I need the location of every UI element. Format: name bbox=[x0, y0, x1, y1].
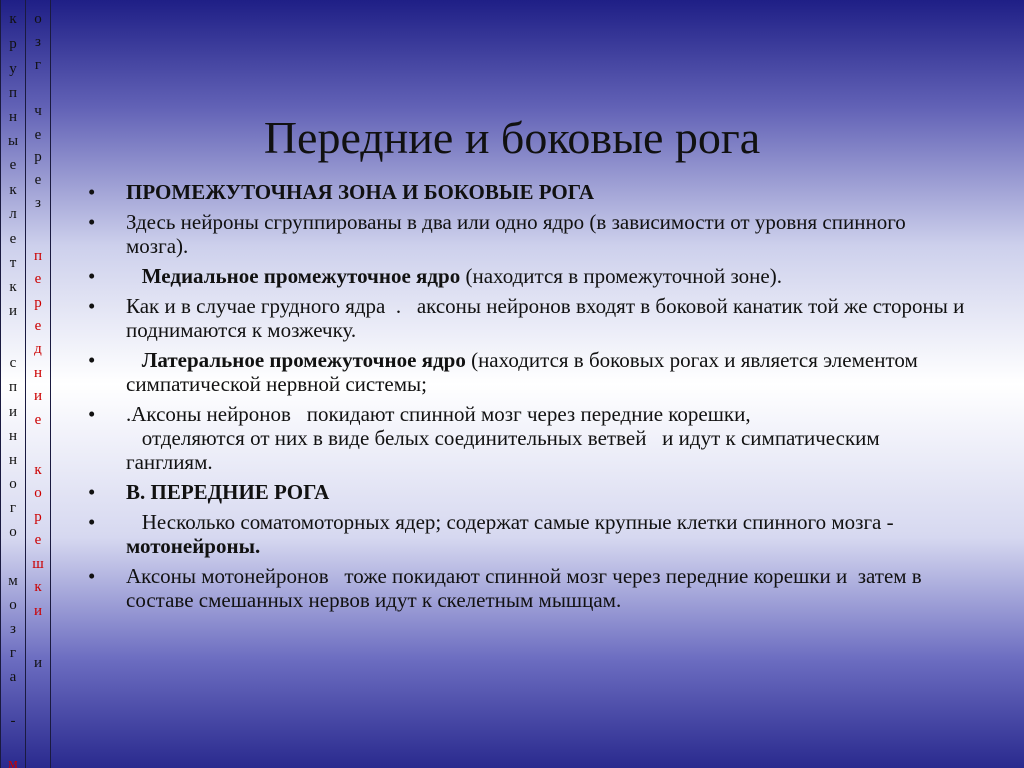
bullet-marker: • bbox=[88, 480, 96, 504]
vertical-char: к bbox=[9, 11, 17, 27]
vertical-char: и bbox=[33, 655, 43, 671]
vertical-char: о bbox=[9, 597, 17, 613]
bullet-bold-run: В. ПЕРЕДНИЕ РОГА bbox=[126, 480, 330, 504]
bullet-bold-run: Латеральное промежуточное ядро bbox=[141, 348, 466, 372]
vertical-char: п bbox=[8, 379, 18, 395]
vertical-char: е bbox=[34, 532, 42, 548]
vertical-char: и bbox=[8, 404, 18, 420]
bullet-item bbox=[88, 402, 968, 474]
vertical-char: л bbox=[9, 206, 17, 222]
vertical-char: т bbox=[9, 255, 17, 271]
bullet-run: Здесь нейроны сгруппированы в два или одно ядро (в зависимости от уровня спинного мозга). bbox=[126, 210, 912, 258]
vertical-char: а bbox=[9, 669, 17, 685]
bullet-bold-run: ПРОМЕЖУТОЧНАЯ ЗОНА И БОКОВЫЕ РОГА bbox=[126, 180, 594, 204]
bullet-text bbox=[126, 402, 968, 474]
vertical-char: з bbox=[10, 621, 16, 637]
bullet-run: (находится в промежуточной зоне). bbox=[460, 264, 782, 288]
bullet-marker: • bbox=[88, 264, 96, 288]
vertical-char: и bbox=[33, 603, 43, 619]
bullet-marker: • bbox=[88, 210, 96, 234]
vertical-char: к bbox=[9, 182, 17, 198]
vertical-char: е bbox=[34, 318, 42, 334]
bullet-marker: • bbox=[88, 348, 96, 372]
vertical-char: е bbox=[9, 231, 17, 247]
bullet-marker: • bbox=[88, 402, 96, 426]
bullet-item bbox=[88, 480, 968, 504]
vertical-char: е bbox=[34, 412, 42, 428]
vertical-char: о bbox=[34, 11, 42, 27]
vertical-char: г bbox=[34, 57, 42, 73]
bullet-item bbox=[88, 210, 968, 258]
bullet-bold-run: Медиальное промежуточное ядро bbox=[141, 264, 461, 288]
bullet-run: Как и в случае грудного ядра . аксоны нейронов входят в боковой канатик той же стороны и поднимаются к мозжечку. bbox=[126, 294, 975, 342]
vertical-char: е bbox=[34, 172, 42, 188]
bullet-run bbox=[126, 348, 142, 372]
vertical-char: о bbox=[9, 524, 17, 540]
bullet-item bbox=[88, 564, 968, 612]
bullet-run: (находится в боковых рогах и является элементом симпатической нервной системы; bbox=[126, 348, 923, 396]
vertical-char: к bbox=[34, 462, 42, 478]
bullet-text bbox=[126, 210, 968, 258]
bullet-item bbox=[88, 294, 975, 342]
bullet-text bbox=[126, 510, 968, 558]
vertical-char: к bbox=[34, 579, 42, 595]
vertical-char: ш bbox=[32, 556, 44, 572]
vertical-char: н bbox=[8, 109, 18, 125]
vertical-char: е bbox=[34, 271, 42, 287]
vertical-char: о bbox=[9, 476, 17, 492]
bullet-text bbox=[126, 348, 968, 396]
bullet-text bbox=[126, 564, 968, 612]
bullet-marker: • bbox=[88, 564, 96, 588]
vertical-char: н bbox=[8, 428, 18, 444]
bullet-run: Аксоны мотонейронов тоже покидают спинной мозг через передние корешки и затем в составе смешанных нервов идут к скелетным мышцам. bbox=[126, 564, 927, 612]
vertical-char: р bbox=[34, 149, 42, 165]
vertical-char: м bbox=[8, 756, 18, 768]
vertical-char: г bbox=[9, 645, 17, 661]
vertical-char: е bbox=[9, 157, 17, 173]
bullet-marker: • bbox=[88, 294, 96, 318]
bullet-marker: • bbox=[88, 180, 96, 204]
vertical-char: ч bbox=[34, 103, 42, 119]
vertical-char: р bbox=[9, 36, 17, 52]
vertical-char: у bbox=[9, 61, 17, 77]
bullet-text bbox=[126, 264, 968, 288]
vertical-char: к bbox=[9, 279, 17, 295]
vertical-char: о bbox=[34, 485, 42, 501]
bullet-text bbox=[126, 480, 968, 504]
vertical-char: н bbox=[33, 365, 43, 381]
vertical-char: д bbox=[34, 341, 42, 357]
bullet-text bbox=[126, 180, 968, 204]
vertical-char: з bbox=[35, 195, 41, 211]
vertical-char: п bbox=[33, 248, 43, 264]
vertical-char: с bbox=[9, 355, 17, 371]
vertical-char: з bbox=[35, 34, 41, 50]
bullet-text bbox=[126, 294, 975, 342]
bullet-item bbox=[88, 510, 968, 558]
bullet-marker: • bbox=[88, 510, 96, 534]
vertical-char: р bbox=[34, 295, 42, 311]
vertical-char: и bbox=[33, 388, 43, 404]
bullet-run: .Аксоны нейронов покидают спинной мозг через передние корешки, отделяются от них в виде белых соединительных ветвей и идут к симпатическим ганглиям. bbox=[126, 402, 880, 474]
vertical-char: е bbox=[34, 127, 42, 143]
vertical-char: - bbox=[10, 713, 16, 729]
vertical-char: п bbox=[8, 85, 18, 101]
vertical-char: р bbox=[34, 509, 42, 525]
vertical-char: г bbox=[9, 500, 17, 516]
bullet-item bbox=[88, 180, 968, 204]
vertical-char: н bbox=[8, 452, 18, 468]
vertical-char: и bbox=[8, 303, 18, 319]
vertical-char: ы bbox=[7, 133, 19, 149]
bullet-run bbox=[126, 264, 142, 288]
bullet-bold-run: мотонейроны. bbox=[126, 534, 261, 558]
slide-title: Передние и боковые рога bbox=[263, 112, 761, 163]
bullet-item bbox=[88, 348, 968, 396]
bullet-list bbox=[88, 180, 975, 618]
vertical-char: м bbox=[8, 573, 18, 589]
bullet-item bbox=[88, 264, 968, 288]
bullet-run: Несколько соматомоторных ядер; содержат самые крупные клетки спинного мозга - bbox=[126, 510, 899, 534]
